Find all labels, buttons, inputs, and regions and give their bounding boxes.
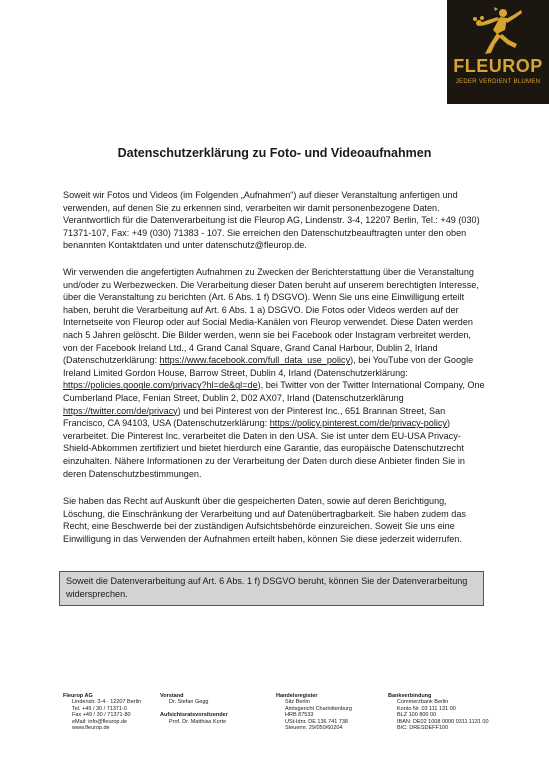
footer-bank — [388, 693, 489, 731]
paragraph-controller: Soweit wir Fotos und Videos (im Folgenden „Aufnahmen“) auf dieser Veranstaltung anfertigen und verwenden, auf denen Sie zu erkennen sind, verarbeiten wir damit personenbezogene Daten. Verantwortlich für die Datenverarbeitung ist die Fleurop AG, Lindenstr. 3-4, 12207 Berlin, Tel.: +49 (030) 71371-107, Fax: +49 (030) 71383 - 107. Sie erreichen den Datenschutzbeauftragten unter den oben benannten Kontaktdaten und unter datenschutz@fleurop.de. — [63, 190, 480, 251]
logo-wordmark: FLEUROP — [453, 56, 543, 76]
pinterest-policy-link[interactable]: https://policy.pinterest.com/de/privacy-policy — [269, 418, 447, 429]
footer-fax: Fax +49 / 30 / 71371-80 — [72, 712, 131, 719]
paragraph-text: Wir verwenden die angefertigten Aufnahmen zu Zwecken der Berichterstattung über die Veranstaltung und/oder zu Werbezwecken. Die Verarbeitung dieser Daten beruht auf unserem berechtigten Interesse, über die Veranstaltung zu berichten (Art. 6 Abs. 1 f) DSGVO). Wenn Sie uns eine Einwilligung erteilt haben, beruht die Verarbeitung auf Art. 6 Abs. 1 a) DSGVO. Die Fotos oder Videos werden auf der Internetseite von Fleurop oder auf Social Media-Kanälen von Fleurop verwendet. Diese Daten werden nach 5 Jahren gelöscht. Die Bilder werden, wenn sie bei Facebook oder Instagram verbreitet werden, von der Facebook Ireland Ltd., 4 Grand Canal Square, Grand Canal Harbour, Dublin 2, Irland (Datenschutzerklärung: — [63, 267, 479, 366]
footer-bank-head: Bankverbindung — [388, 693, 432, 699]
footer-website: www.fleurop.de — [72, 725, 110, 732]
paragraph-processing — [63, 266, 487, 480]
paragraph-text: ), bei Twitter von der Twitter International Company, One Cumberland Place, Fenian Street, Dublin 2, D02 AX07, Irland (Datenschutzerklärung — [63, 380, 485, 403]
footer-council-name: Prof. Dr. Matthias Korte — [169, 718, 227, 725]
footer-line: Amtsgericht Charlottenburg — [285, 705, 352, 712]
google-policy-link[interactable]: https://policies.google.com/privacy?hl=de&gl=de — [63, 380, 258, 391]
footer-company — [63, 693, 141, 731]
logo-tagline: JEDER VERDIENT BLUMEN — [455, 79, 541, 85]
footer-line: Steuernr. 29/050/60204 — [285, 725, 343, 732]
objection-notice-box: Soweit die Datenverarbeitung auf Art. 6 Abs. 1 f) DSGVO beruht, können Sie der Datenverarbeitung widersprechen. — [59, 571, 484, 606]
footer-register — [276, 693, 352, 731]
footer-line: Sitz Berlin — [285, 699, 310, 706]
footer-line: USt-Idnr. DE 136 741 738 — [285, 718, 348, 725]
footer-line: BLZ 100 800 00 — [397, 712, 437, 719]
footer-line: HRB 87533 — [285, 712, 314, 719]
footer-line: Commerzbank Berlin — [397, 699, 449, 706]
footer-line: Konto Nr. 03 111 131 00 — [397, 705, 456, 712]
fleurop-logo — [447, 0, 549, 104]
footer-council-head: Aufsichtsratsvorsitzender — [160, 712, 228, 719]
paragraph-rights: Sie haben das Recht auf Auskunft über die gespeicherten Daten, sowie auf deren Berichtigung, Löschung, die Einschränkung der Verarbeitung und auf Datenübertragbarkeit. Sie haben zudem das Recht, eine Beschwerde bei der zuständigen Aufsichtsbehörde einzureichen. Soweit Sie uns eine Einwilligung in das Verwenden der Aufnahmen erteilt haben, können Sie diese jederzeit widerrufen. — [63, 496, 466, 544]
footer-phone: Tel. +49 / 30 / 71371-0 — [72, 705, 127, 712]
paragraph-text: ) verarbeitet. Die Pinterest Inc. verarbeitet die Daten in den USA. Sie ist unter dem EU-USA Privacy-Shield-Abkommen zertifiziert und bietet hierdurch eine Garantie, das europäische Datenschutzrecht einzuhalten. Nähere Informationen zu der Verarbeitung der Daten durch diese Anbieter finden Sie in deren Datenschutzbestimmungen. — [63, 418, 465, 479]
facebook-policy-link[interactable]: https://www.facebook.com/full_data_use_policy — [159, 355, 351, 366]
footer-management — [160, 693, 228, 725]
footer-line: IBAN: DE02 1008 0000 0311 1131 00 — [397, 718, 489, 725]
footer-register-head: Handelsregister — [276, 693, 318, 699]
footer-company-head: Fleurop AG — [63, 693, 93, 699]
footer-board-name: Dr. Stefan Gegg — [169, 699, 209, 706]
footer-line: Lindenstr. 3-4 · 12207 Berlin — [72, 699, 142, 706]
footer-line: BIC: DRESDEFF100 — [397, 725, 449, 732]
footer-email: eMail: info@fleurop.de — [72, 718, 128, 725]
mercury-figure-icon — [471, 6, 525, 56]
page-title: Datenschutzerklärung zu Foto- und Videoaufnahmen — [117, 146, 432, 160]
paragraph-text: ) und bei Pinterest von der Pinterest Inc., 651 Brannan Street, San Francisco, CA 94103, USA (Datenschutzerklärung: — [63, 405, 446, 429]
footer-board-head: Vorstand — [160, 693, 184, 699]
twitter-policy-link[interactable]: https://twitter.com/de/privacy — [63, 405, 178, 416]
paragraph-text: ), bei YouTube von der Google Ireland Limited Gordon House, Barrow Street, Dublin 4, Irland (Datenschutzerklärung: — [63, 355, 474, 378]
